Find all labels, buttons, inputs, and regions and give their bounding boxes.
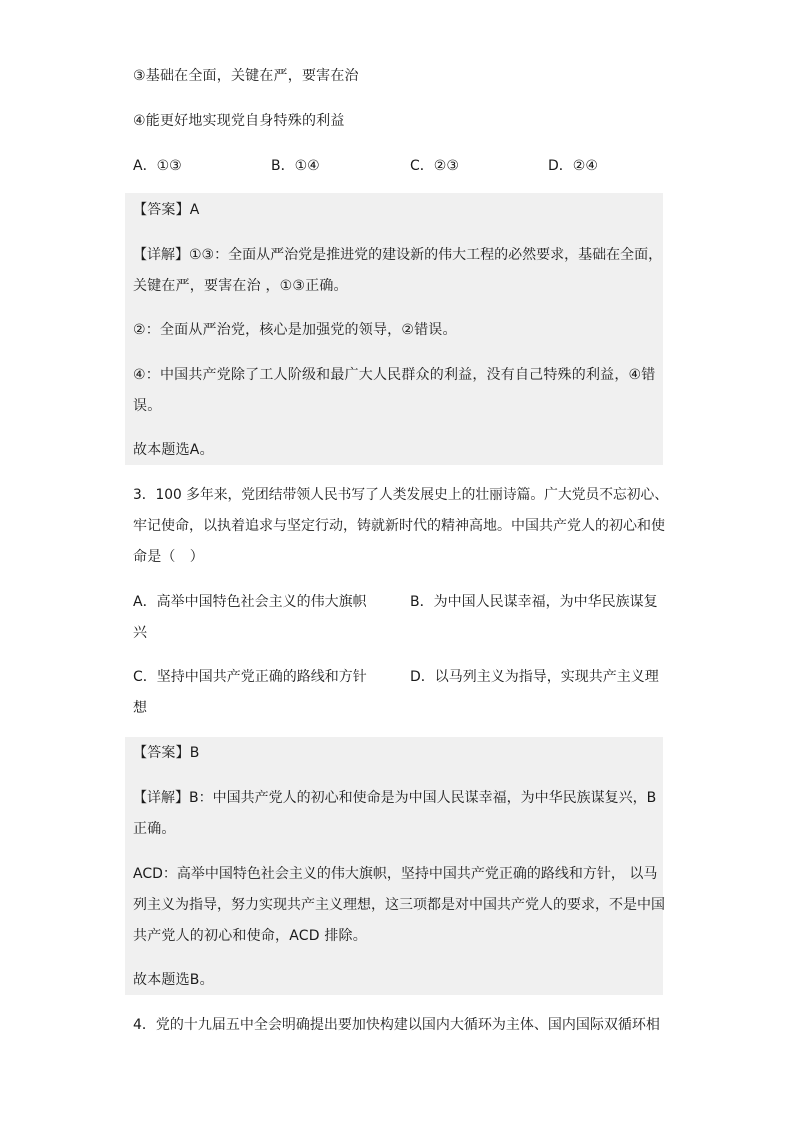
q3-acd-line-1: ACD：高举中国特色社会主义的伟大旗帜，坚持中国共产党正确的路线和方针， 以马 <box>133 866 658 882</box>
q3-conclusion: 故本题选B。 <box>133 972 214 988</box>
q2-detail-line-2: 关键在严，要害在治 ，①③正确。 <box>133 278 348 294</box>
q2-detail-4-line-1: ④：中国共产党除了工人阶级和最广大人民群众的利益，没有自己特殊的利益，④错 <box>133 367 656 383</box>
q2-answer: 【答案】A <box>133 202 200 218</box>
q2-conclusion: 故本题选A。 <box>133 442 214 458</box>
q2-detail-4-line-2: 误。 <box>133 398 162 414</box>
q2-detail-2: ②：全面从严治党，核心是加强党的领导，②错误。 <box>133 322 457 338</box>
q3-acd-line-2: 列主义为指导，努力实现共产主义理想，这三项都是对中国共产党人的要求，不是中国 <box>133 897 665 913</box>
q3-option-a: A．高举中国特色社会主义的伟大旗帜 <box>133 594 367 610</box>
q2-item-4: ④能更好地实现党自身特殊的利益 <box>133 113 345 129</box>
q3-option-b-line-1: B．为中国人民谋幸福，为中华民族谋复 <box>410 594 658 610</box>
q3-option-c: C．坚持中国共产党正确的路线和方针 <box>133 669 367 685</box>
q3-stem-line-1: 3．100 多年来，党团结带领人民书写了人类发展史上的壮丽诗篇。广大党员不忘初心、 <box>133 487 669 503</box>
q2-detail-line-1: 【详解】①③：全面从严治党是推进党的建设新的伟大工程的必然要求，基础在全面， <box>133 247 663 263</box>
q3-option-d-line-2: 想 <box>133 700 147 716</box>
q2-item-3: ③基础在全面，关键在严，要害在治 <box>133 68 359 84</box>
q3-answer: 【答案】B <box>133 745 200 761</box>
q3-detail-line-1: 【详解】B：中国共产党人的初心和使命是为中国人民谋幸福，为中华民族谋复兴，B <box>133 790 657 806</box>
q4-stem-line-1: 4．党的十九届五中全会明确提出要加快构建以国内大循环为主体、国内国际双循环相 <box>133 1017 660 1033</box>
q3-acd-line-3: 共产党人的初心和使命，ACD 排除。 <box>133 928 367 944</box>
q3-stem-line-3: 命是（ ） <box>133 549 204 565</box>
q3-stem-line-2: 牢记使命，以执着追求与坚定行动，铸就新时代的精神高地。中国共产党人的初心和使 <box>133 518 665 534</box>
q3-option-b-line-2: 兴 <box>133 625 147 641</box>
q2-option-b: B．①④ <box>271 158 320 174</box>
q3-option-d-line-1: D．以马列主义为指导，实现共产主义理 <box>410 669 659 685</box>
q2-option-d: D．②④ <box>548 158 598 174</box>
q2-option-c: C．②③ <box>410 158 459 174</box>
q2-option-a: A．①③ <box>133 158 182 174</box>
q3-detail-line-2: 正确。 <box>133 821 176 837</box>
